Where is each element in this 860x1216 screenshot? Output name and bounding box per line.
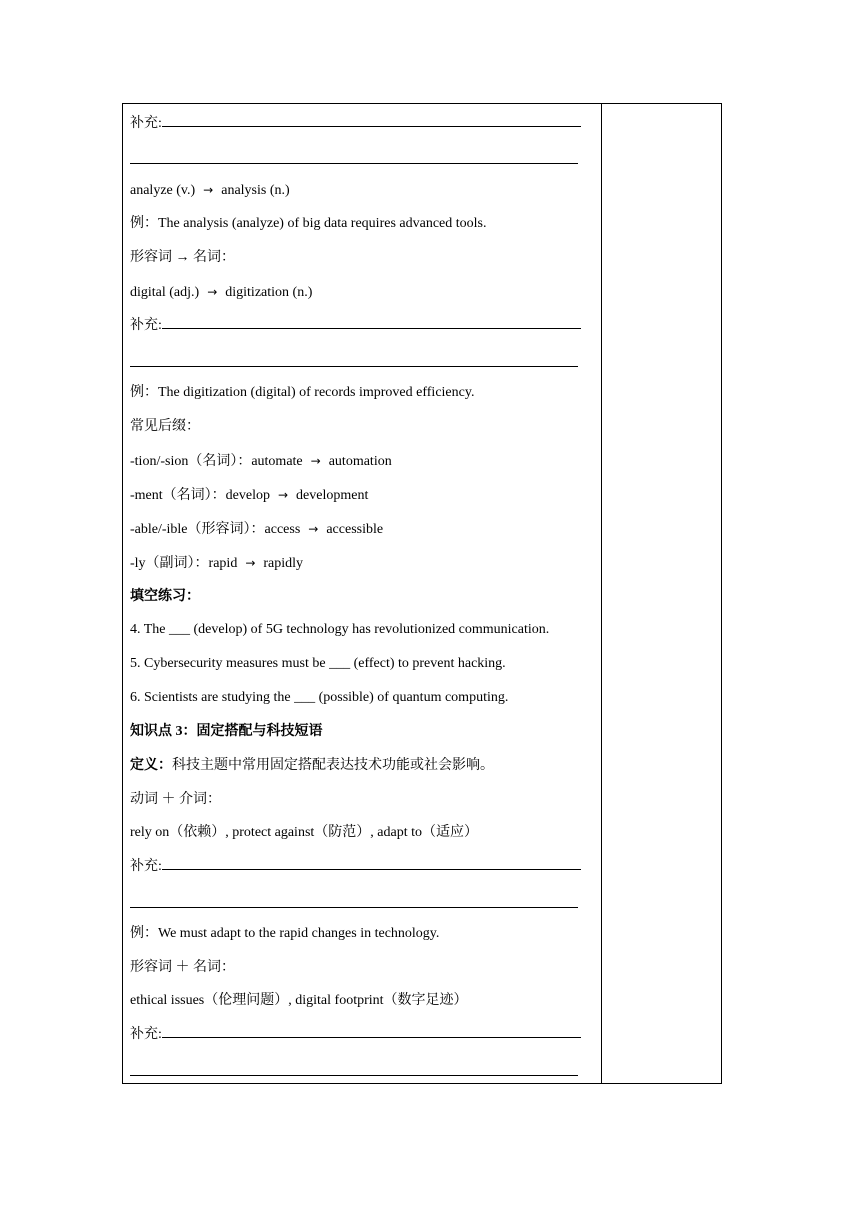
example-line-1 — [130, 214, 486, 234]
example-line-3 — [130, 924, 439, 944]
word-to: analysis (n.) — [221, 183, 290, 198]
example-prefix: 例： — [130, 216, 158, 231]
exercise-question-6: 6. Scientists are studying the ___ (possible) of quantum computing. — [130, 690, 509, 705]
answer-blank — [162, 868, 581, 870]
supplement-label: 补充: — [130, 318, 162, 333]
suffix-item-3 — [130, 519, 383, 539]
arrow-icon: → — [207, 285, 218, 299]
word-to: rapidly — [263, 556, 304, 571]
answer-blank — [162, 125, 581, 127]
arrow-icon: → — [203, 183, 214, 197]
definition-text: 科技主题中常用固定搭配表达技术功能或社会影响。 — [172, 758, 494, 773]
adj-to-noun-heading: 形容词 → 名词： — [130, 250, 235, 265]
example-prefix: 例： — [130, 385, 158, 400]
supplement-label: 补充: — [130, 859, 162, 874]
knowledge-point-title: 知识点 3：固定搭配与科技短语 — [130, 724, 323, 739]
word-to: accessible — [326, 522, 384, 537]
arrow-icon: → — [308, 522, 319, 536]
worksheet-table — [122, 103, 722, 1084]
suffix-text: -tion/-sion（名词）：automate — [130, 454, 303, 469]
answer-rule — [130, 907, 578, 908]
notes-cell — [602, 104, 721, 1083]
example-text: The analysis (analyze) of big data requires advanced tools. — [158, 216, 487, 231]
arrow-icon: → — [245, 556, 256, 570]
suffix-item-2 — [130, 485, 368, 505]
supplement-label: 补充: — [130, 1027, 162, 1042]
suffix-text: -ly（副词）：rapid — [130, 556, 238, 571]
adj-noun-examples: ethical issues（伦理问题）, digital footprint（数字足迹） — [130, 993, 468, 1008]
verb-prep-examples: rely on（依赖）, protect against（防范）, adapt to（适应） — [130, 825, 478, 840]
example-line-2 — [130, 383, 474, 403]
suffix-text: -ment（名词）：develop — [130, 488, 270, 503]
supplement-label: 补充: — [130, 116, 162, 131]
word-to: development — [296, 488, 369, 503]
adj-noun-heading: 形容词 ＋ 名词： — [130, 960, 235, 975]
definition-label: 定义： — [130, 758, 172, 773]
answer-rule — [130, 163, 578, 164]
word-from: digital (adj.) — [130, 285, 200, 300]
supplement-line-2 — [130, 316, 581, 336]
digital-line — [130, 282, 312, 302]
exercise-heading: 填空练习： — [130, 589, 200, 604]
suffix-heading: 常见后缀： — [130, 419, 200, 434]
supplement-line-1 — [130, 114, 581, 134]
answer-blank — [162, 327, 581, 329]
verb-prep-heading: 动词 ＋ 介词： — [130, 792, 221, 807]
suffix-item-1 — [130, 451, 392, 471]
answer-rule — [130, 366, 578, 367]
word-to: digitization (n.) — [225, 285, 313, 300]
exercise-question-5: 5. Cybersecurity measures must be ___ (effect) to prevent hacking. — [130, 656, 506, 671]
supplement-line-3 — [130, 857, 581, 877]
example-prefix: 例： — [130, 926, 158, 941]
example-text: The digitization (digital) of records improved efficiency. — [158, 385, 475, 400]
suffix-text: -able/-ible（形容词）：access — [130, 522, 301, 537]
word-from: analyze (v.) — [130, 183, 196, 198]
example-text: We must adapt to the rapid changes in technology. — [158, 926, 440, 941]
answer-blank — [162, 1036, 581, 1038]
definition-line — [130, 756, 494, 776]
arrow-icon: → — [277, 488, 289, 502]
exercise-question-4: 4. The ___ (develop) of 5G technology has revolutionized communication. — [130, 622, 550, 637]
answer-rule — [130, 1075, 578, 1076]
analyze-line — [130, 180, 290, 200]
arrow-icon: → — [310, 454, 321, 468]
word-to: automation — [328, 454, 392, 469]
supplement-line-4 — [130, 1025, 581, 1045]
suffix-item-4 — [130, 553, 303, 573]
